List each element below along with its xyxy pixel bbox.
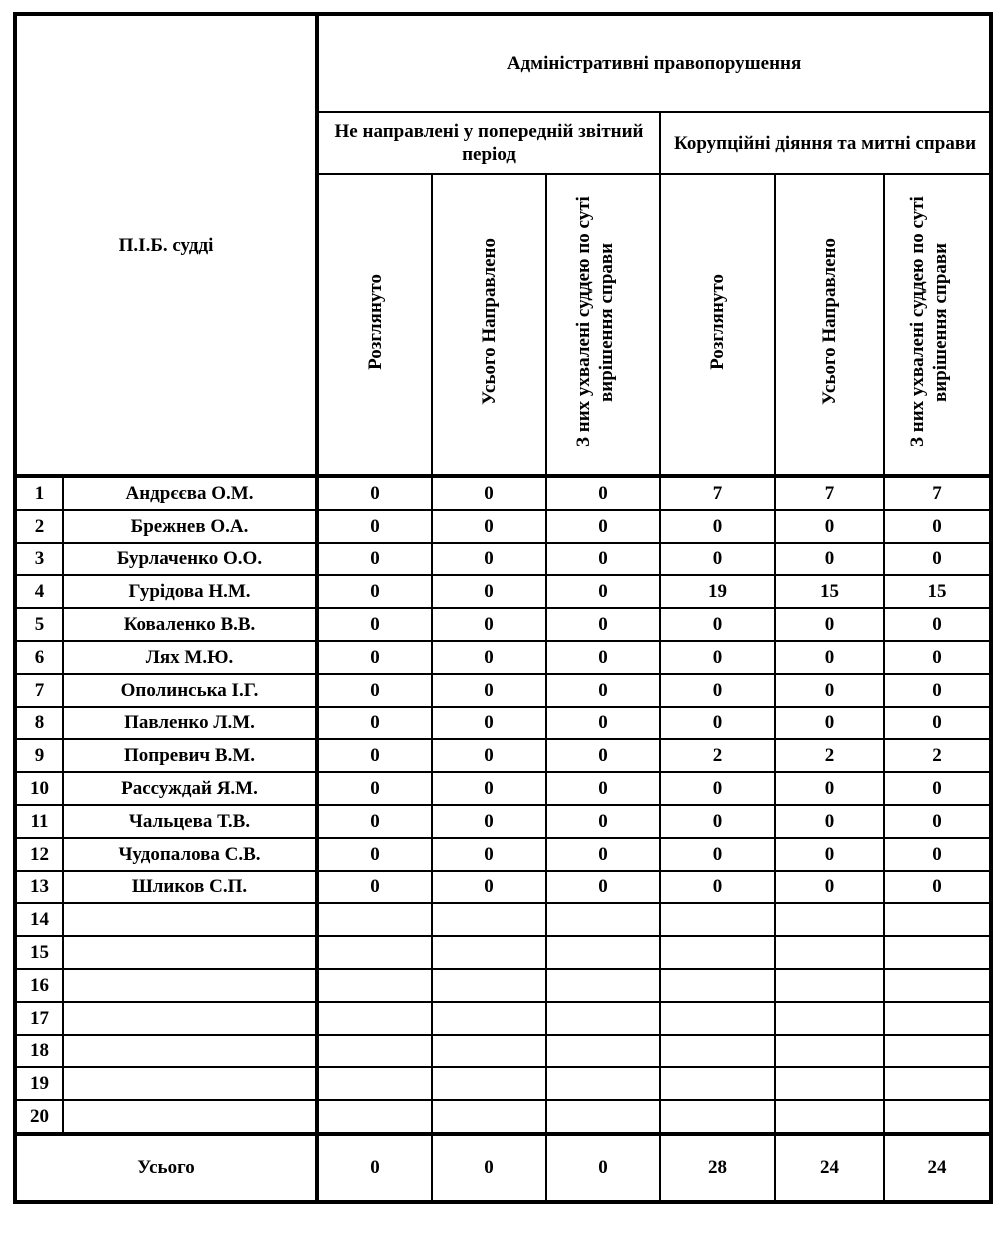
table-row	[15, 575, 991, 608]
table-row	[15, 510, 991, 543]
table-row	[15, 805, 991, 838]
row-number: 17	[15, 1002, 63, 1035]
value-cell	[775, 1035, 884, 1068]
value-cell: 0	[775, 543, 884, 576]
table-row	[15, 772, 991, 805]
value-cell	[432, 969, 546, 1002]
value-cell	[432, 1035, 546, 1068]
table-row	[15, 903, 991, 936]
judge-name: Лях М.Ю.	[63, 641, 317, 674]
judge-name: Гурідова Н.М.	[63, 575, 317, 608]
value-cell	[884, 936, 991, 969]
value-cell: 0	[432, 805, 546, 838]
value-cell: 0	[775, 608, 884, 641]
value-cell: 2	[884, 739, 991, 772]
value-cell: 0	[775, 510, 884, 543]
value-cell: 0	[432, 707, 546, 740]
judge-name: Чудопалова С.В.	[63, 838, 317, 871]
header-judge-name: П.І.Б. судді	[15, 14, 317, 476]
value-cell	[546, 903, 660, 936]
value-cell	[317, 903, 432, 936]
value-cell	[432, 1100, 546, 1134]
value-cell: 2	[775, 739, 884, 772]
value-cell	[546, 1002, 660, 1035]
row-number: 5	[15, 608, 63, 641]
value-cell: 0	[546, 575, 660, 608]
value-cell: 0	[432, 543, 546, 576]
header-total-sent-1	[432, 174, 546, 476]
table-row	[15, 739, 991, 772]
table-row	[15, 1100, 991, 1134]
value-cell: 0	[432, 575, 546, 608]
value-cell	[775, 1002, 884, 1035]
table-row	[15, 838, 991, 871]
judge-name	[63, 1002, 317, 1035]
value-cell: 0	[432, 641, 546, 674]
value-cell: 0	[546, 739, 660, 772]
table-row	[15, 641, 991, 674]
value-cell: 0	[660, 772, 775, 805]
value-cell: 0	[884, 805, 991, 838]
header-considered-1	[317, 174, 432, 476]
value-cell	[317, 936, 432, 969]
value-cell: 0	[884, 772, 991, 805]
row-number: 1	[15, 476, 63, 510]
value-cell	[660, 1002, 775, 1035]
value-cell	[546, 1100, 660, 1134]
row-number: 12	[15, 838, 63, 871]
value-cell: 0	[546, 674, 660, 707]
value-cell: 0	[660, 543, 775, 576]
value-cell	[775, 936, 884, 969]
value-cell	[884, 1002, 991, 1035]
value-cell: 0	[546, 641, 660, 674]
value-cell	[317, 1067, 432, 1100]
value-cell: 0	[884, 707, 991, 740]
table-header	[15, 14, 991, 476]
table-row	[15, 1035, 991, 1068]
total-value: 24	[884, 1134, 991, 1202]
judge-name: Шликов С.П.	[63, 871, 317, 904]
row-number: 7	[15, 674, 63, 707]
value-cell	[317, 1002, 432, 1035]
judge-name	[63, 903, 317, 936]
value-cell: 0	[546, 476, 660, 510]
value-cell: 0	[317, 772, 432, 805]
value-cell	[775, 1100, 884, 1134]
value-cell	[432, 936, 546, 969]
total-value: 24	[775, 1134, 884, 1202]
judge-name: Андрєєва О.М.	[63, 476, 317, 510]
value-cell: 7	[884, 476, 991, 510]
value-cell: 0	[546, 707, 660, 740]
value-cell: 15	[884, 575, 991, 608]
value-cell: 0	[884, 543, 991, 576]
row-number: 4	[15, 575, 63, 608]
row-number: 3	[15, 543, 63, 576]
value-cell	[775, 1067, 884, 1100]
table-row	[15, 707, 991, 740]
value-cell: 2	[660, 739, 775, 772]
header-total-sent-2-label: Усього Направлено	[819, 238, 841, 405]
judge-name	[63, 1067, 317, 1100]
row-number: 8	[15, 707, 63, 740]
value-cell: 0	[775, 838, 884, 871]
value-cell	[660, 936, 775, 969]
value-cell	[884, 1035, 991, 1068]
value-cell: 0	[884, 674, 991, 707]
row-number: 13	[15, 871, 63, 904]
value-cell	[884, 1067, 991, 1100]
total-value: 0	[317, 1134, 432, 1202]
value-cell: 7	[775, 476, 884, 510]
value-cell: 0	[884, 641, 991, 674]
value-cell	[317, 1100, 432, 1134]
value-cell	[775, 903, 884, 936]
value-cell: 0	[317, 739, 432, 772]
header-decided-2-label: З них ухвалені суддею по суті вирішення справи	[907, 196, 952, 447]
table-row	[15, 543, 991, 576]
value-cell: 0	[546, 772, 660, 805]
header-decided-1	[546, 174, 660, 476]
value-cell: 0	[775, 707, 884, 740]
value-cell: 0	[546, 608, 660, 641]
table-row	[15, 608, 991, 641]
total-value: 28	[660, 1134, 775, 1202]
value-cell: 0	[432, 608, 546, 641]
value-cell: 0	[775, 674, 884, 707]
value-cell: 0	[660, 707, 775, 740]
value-cell: 0	[546, 805, 660, 838]
value-cell: 0	[432, 739, 546, 772]
value-cell: 0	[775, 772, 884, 805]
judge-name	[63, 936, 317, 969]
value-cell: 0	[432, 871, 546, 904]
value-cell	[660, 903, 775, 936]
value-cell: 0	[546, 871, 660, 904]
row-number: 9	[15, 739, 63, 772]
value-cell: 0	[775, 805, 884, 838]
value-cell	[546, 936, 660, 969]
table-footer	[15, 1134, 991, 1202]
table-body	[15, 476, 991, 1134]
judge-name: Ополинська І.Г.	[63, 674, 317, 707]
header-decided-2	[884, 174, 991, 476]
value-cell: 0	[317, 575, 432, 608]
value-cell	[432, 1067, 546, 1100]
judge-name: Коваленко В.В.	[63, 608, 317, 641]
value-cell: 0	[317, 608, 432, 641]
value-cell	[660, 1035, 775, 1068]
value-cell: 0	[660, 608, 775, 641]
value-cell	[660, 1067, 775, 1100]
row-number: 11	[15, 805, 63, 838]
header-total-sent-1-label: Усього Направлено	[478, 238, 500, 405]
total-value: 0	[546, 1134, 660, 1202]
value-cell: 0	[775, 871, 884, 904]
table-row	[15, 1002, 991, 1035]
value-cell: 0	[660, 871, 775, 904]
table-row	[15, 476, 991, 510]
value-cell: 0	[317, 674, 432, 707]
judges-report-table	[13, 12, 993, 1204]
row-number: 6	[15, 641, 63, 674]
judge-name	[63, 969, 317, 1002]
value-cell	[432, 903, 546, 936]
value-cell: 0	[317, 838, 432, 871]
judge-name: Чальцева Т.В.	[63, 805, 317, 838]
judge-name	[63, 1100, 317, 1134]
value-cell: 0	[317, 510, 432, 543]
judge-name: Бурлаченко О.О.	[63, 543, 317, 576]
table-row	[15, 674, 991, 707]
header-total-sent-2	[775, 174, 884, 476]
value-cell: 0	[884, 871, 991, 904]
row-number: 20	[15, 1100, 63, 1134]
value-cell: 0	[884, 510, 991, 543]
value-cell	[546, 1067, 660, 1100]
value-cell: 19	[660, 575, 775, 608]
value-cell: 0	[546, 510, 660, 543]
value-cell: 0	[432, 476, 546, 510]
value-cell	[660, 969, 775, 1002]
row-number: 19	[15, 1067, 63, 1100]
value-cell: 0	[546, 543, 660, 576]
value-cell	[775, 969, 884, 1002]
value-cell: 0	[317, 707, 432, 740]
total-value: 0	[432, 1134, 546, 1202]
value-cell	[546, 1035, 660, 1068]
value-cell	[546, 969, 660, 1002]
value-cell: 0	[432, 772, 546, 805]
value-cell: 0	[660, 510, 775, 543]
table-row	[15, 969, 991, 1002]
value-cell	[884, 1100, 991, 1134]
judge-name: Попревич В.М.	[63, 739, 317, 772]
header-administrative-offenses: Адміністративні правопорушення	[317, 14, 991, 112]
judge-name	[63, 1035, 317, 1068]
value-cell: 7	[660, 476, 775, 510]
value-cell	[884, 903, 991, 936]
value-cell: 0	[660, 805, 775, 838]
value-cell: 0	[775, 641, 884, 674]
table-row	[15, 936, 991, 969]
value-cell: 0	[432, 674, 546, 707]
value-cell	[660, 1100, 775, 1134]
value-cell	[884, 969, 991, 1002]
value-cell: 15	[775, 575, 884, 608]
value-cell: 0	[884, 838, 991, 871]
value-cell: 0	[432, 838, 546, 871]
value-cell: 0	[317, 805, 432, 838]
judge-name: Рассуждай Я.М.	[63, 772, 317, 805]
row-number: 10	[15, 772, 63, 805]
value-cell: 0	[317, 543, 432, 576]
row-number: 16	[15, 969, 63, 1002]
value-cell: 0	[317, 641, 432, 674]
value-cell: 0	[317, 871, 432, 904]
value-cell: 0	[660, 674, 775, 707]
value-cell: 0	[884, 608, 991, 641]
value-cell: 0	[660, 838, 775, 871]
row-number: 15	[15, 936, 63, 969]
value-cell	[317, 969, 432, 1002]
table-row	[15, 871, 991, 904]
value-cell: 0	[432, 510, 546, 543]
table-row	[15, 1067, 991, 1100]
total-label: Усього	[15, 1134, 317, 1202]
header-considered-2	[660, 174, 775, 476]
header-not-sent-previous-period: Не направлені у попередній звітний період	[317, 112, 660, 174]
value-cell: 0	[546, 838, 660, 871]
header-considered-1-label: Розглянуто	[364, 273, 386, 370]
value-cell	[317, 1035, 432, 1068]
header-decided-1-label: З них ухвалені суддею по суті вирішення справи	[573, 196, 618, 447]
row-number: 2	[15, 510, 63, 543]
row-number: 14	[15, 903, 63, 936]
value-cell: 0	[317, 476, 432, 510]
row-number: 18	[15, 1035, 63, 1068]
value-cell	[432, 1002, 546, 1035]
value-cell: 0	[660, 641, 775, 674]
header-considered-2-label: Розглянуто	[707, 273, 729, 370]
header-corruption-customs: Корупційні діяння та митні справи	[660, 112, 991, 174]
judge-name: Брежнев О.А.	[63, 510, 317, 543]
judge-name: Павленко Л.М.	[63, 707, 317, 740]
